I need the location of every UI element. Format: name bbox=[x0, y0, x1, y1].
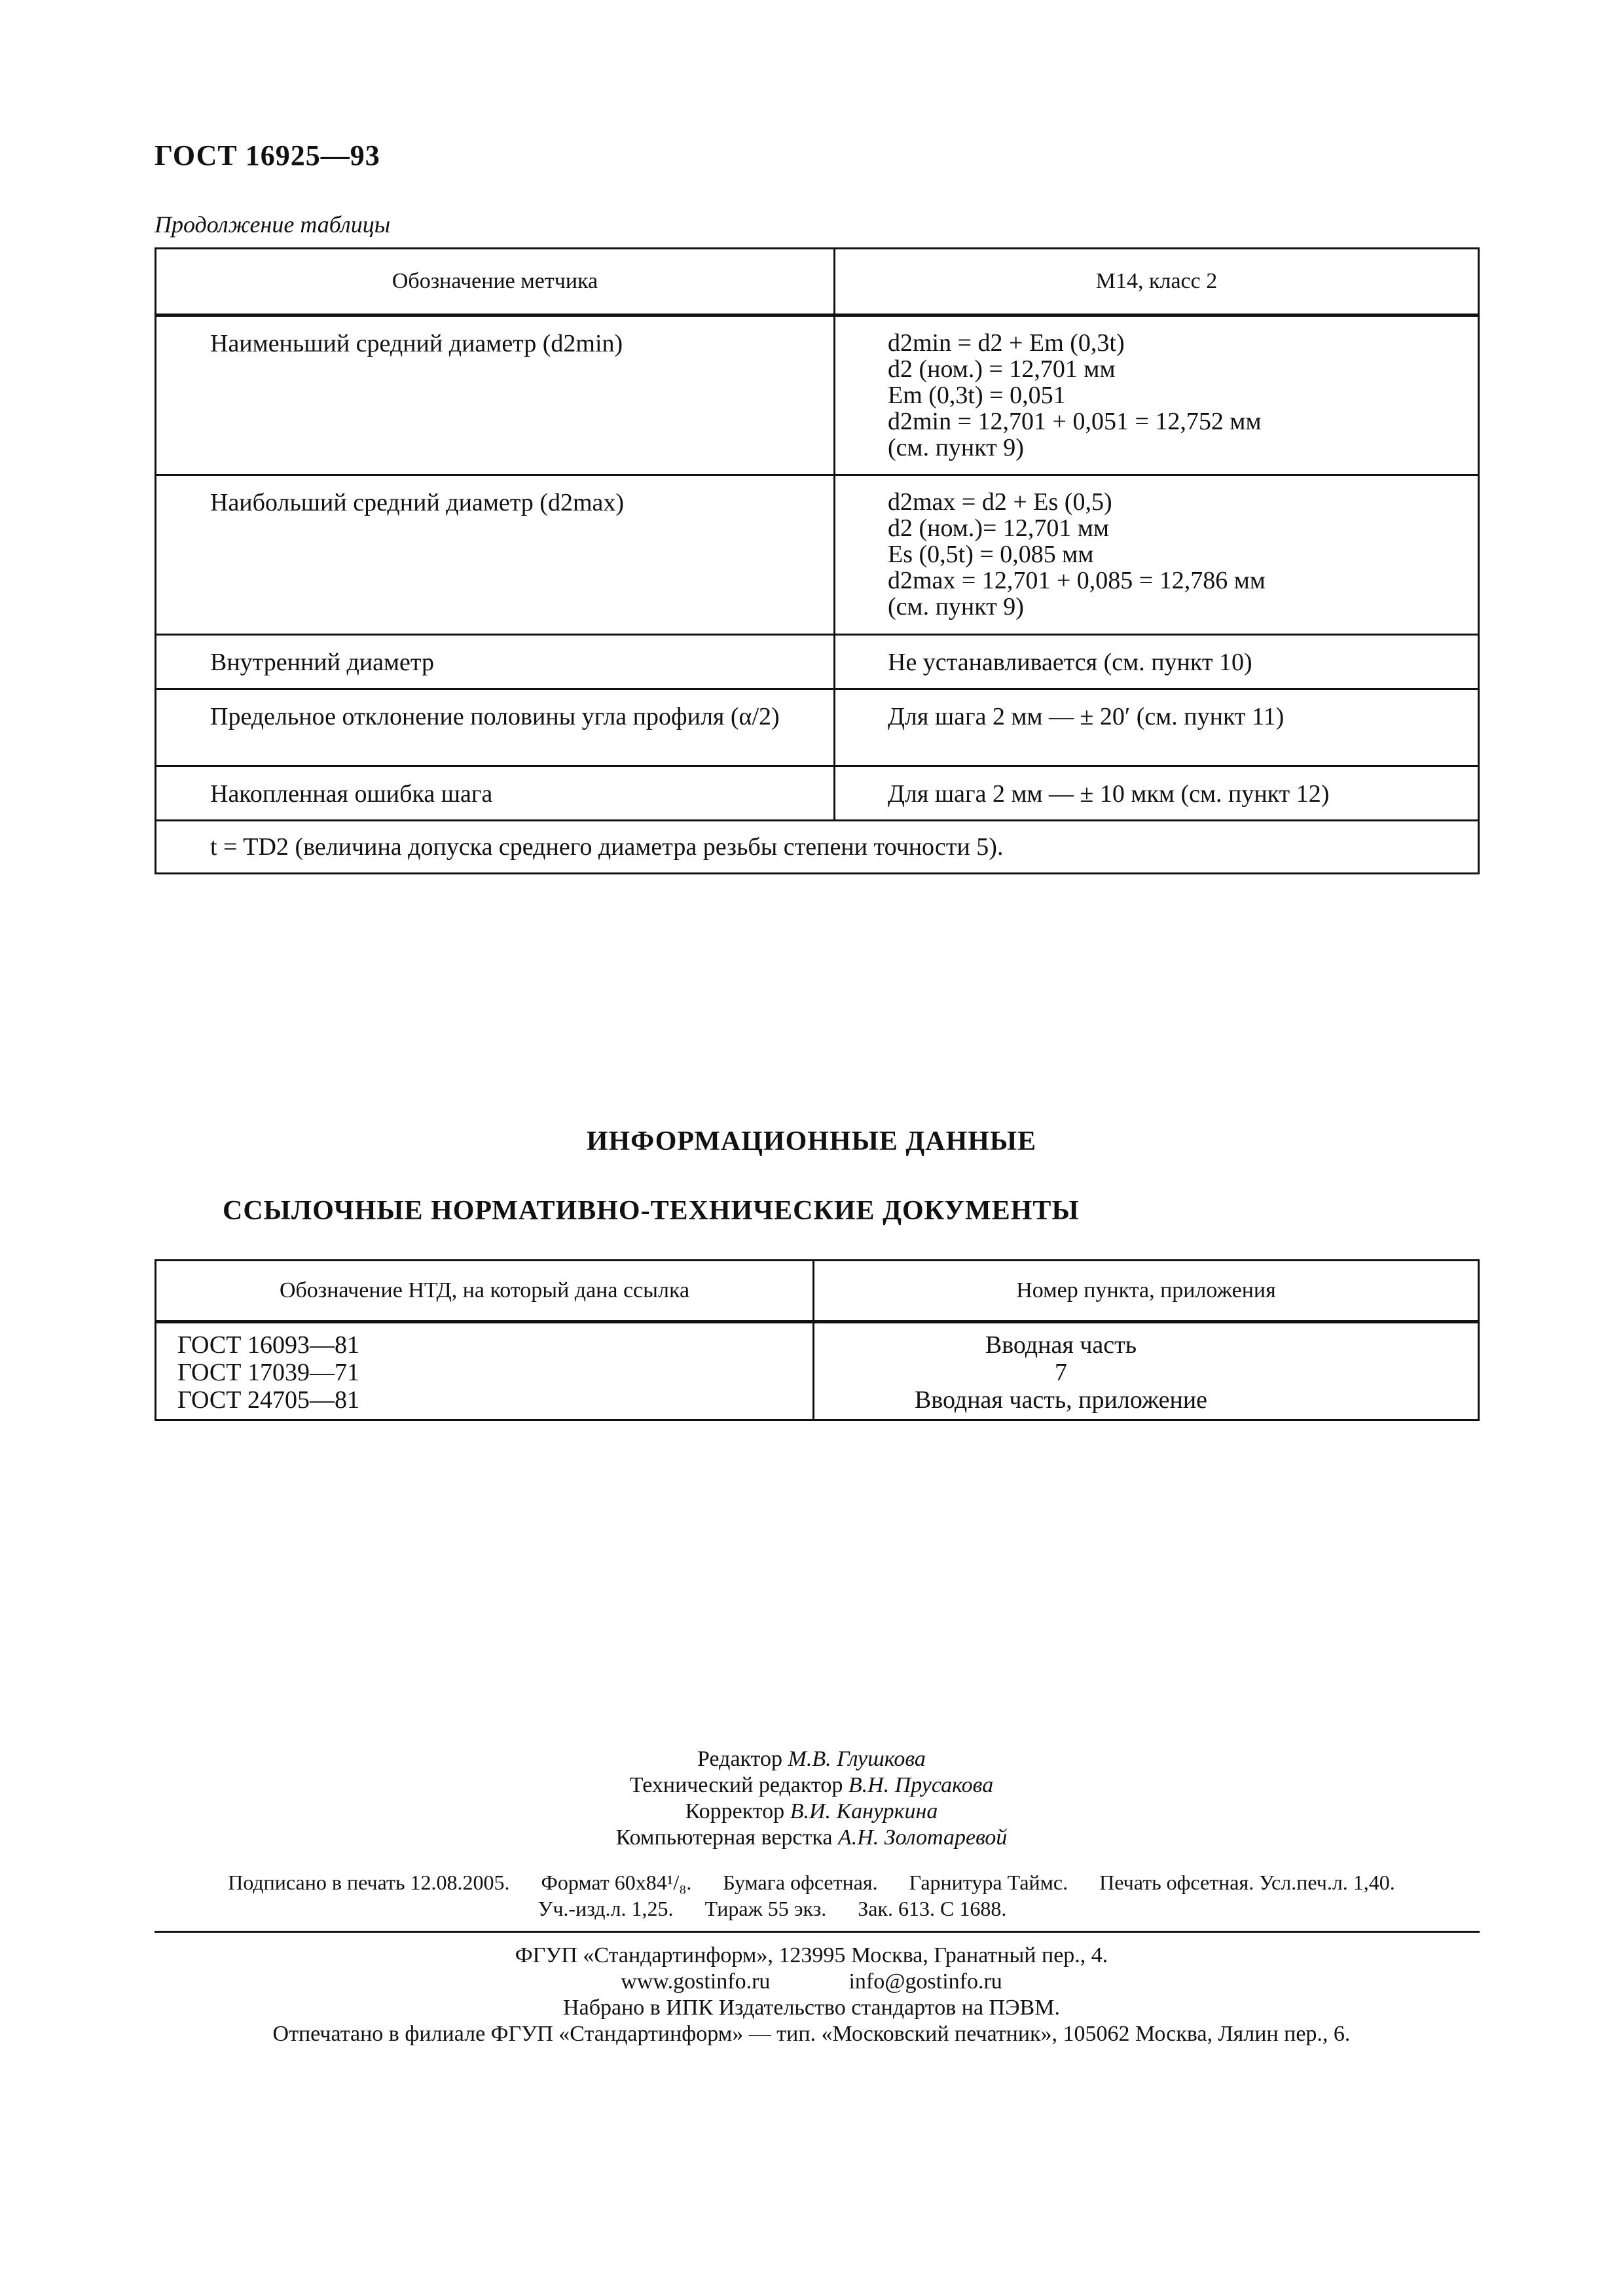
paper: Бумага офсетная. bbox=[723, 1871, 878, 1894]
note-text: t = TD2 (величина допуска среднего диаметра резьбы степени точности 5). bbox=[210, 833, 1004, 861]
doc-ref: ГОСТ 17039—71 bbox=[177, 1359, 359, 1386]
param-name bbox=[156, 475, 835, 635]
table-header-row bbox=[156, 249, 1479, 315]
credit-name: А.Н. Золотаревой bbox=[837, 1825, 1008, 1850]
credit-role: Корректор bbox=[685, 1799, 785, 1823]
credit-role: Компьютерная верстка bbox=[615, 1825, 833, 1850]
credit-name: В.Н. Прусакова bbox=[848, 1773, 994, 1797]
value-line: Для шага 2 мм — ± 20′ (см. пункт 11) bbox=[888, 703, 1285, 730]
document-code: ГОСТ 16925—93 bbox=[155, 139, 380, 171]
value-line: Em (0,3t) = 0,051 bbox=[888, 382, 1066, 409]
order-number: Зак. 613. С 1688. bbox=[858, 1897, 1007, 1920]
credit-role: Редактор bbox=[697, 1747, 783, 1771]
table-row bbox=[156, 475, 1479, 635]
print-method: Печать офсетная. Усл.печ.л. 1,40. bbox=[1099, 1871, 1395, 1894]
value-line: d2min = 12,701 + 0,051 = 12,752 мм bbox=[888, 408, 1262, 435]
credit-line bbox=[0, 1799, 1623, 1825]
credit-name: В.И. Кануркина bbox=[790, 1799, 938, 1823]
table-header-row bbox=[156, 1261, 1479, 1322]
pub-sheets: Уч.-изд.л. 1,25. bbox=[538, 1897, 674, 1920]
param-value bbox=[835, 689, 1479, 766]
param-text: Накопленная ошибка шага bbox=[210, 780, 493, 808]
value-line: d2max = d2 + Es (0,5) bbox=[888, 488, 1112, 516]
param-name bbox=[156, 766, 835, 821]
doc-ref: ГОСТ 16093—81 bbox=[177, 1331, 359, 1359]
credit-name: М.В. Глушкова bbox=[788, 1747, 926, 1771]
column-header-document: Обозначение НТД, на который дана ссылка bbox=[156, 1261, 814, 1322]
typeset-note: Набрано в ИПК Издательство стандартов на ПЭВМ. bbox=[563, 1996, 1060, 2020]
column-header-tap: М14, класс 2 bbox=[835, 249, 1479, 315]
table-row bbox=[156, 635, 1479, 689]
value-line: d2 (ном.) = 12,701 мм bbox=[888, 355, 1116, 383]
value-line: d2min = d2 + Em (0,3t) bbox=[888, 329, 1125, 357]
website-link[interactable]: www.gostinfo.ru bbox=[621, 1969, 771, 1994]
value-line: Для шага 2 мм — ± 10 мкм (см. пункт 12) bbox=[888, 780, 1330, 808]
table-note bbox=[156, 821, 1479, 874]
param-value bbox=[835, 315, 1479, 475]
param-value bbox=[835, 635, 1479, 689]
value-line: d2max = 12,701 + 0,085 = 12,786 мм bbox=[888, 567, 1266, 594]
credit-line bbox=[0, 1746, 1623, 1772]
signed-date: Подписано в печать 12.08.2005. bbox=[228, 1871, 510, 1894]
referenced-docs bbox=[156, 1322, 814, 1420]
table-row bbox=[156, 315, 1479, 475]
print-run: Тираж 55 экз. bbox=[704, 1897, 827, 1920]
value-line: d2 (ном.)= 12,701 мм bbox=[888, 514, 1109, 542]
value-line: (см. пункт 9) bbox=[888, 434, 1024, 461]
param-name bbox=[156, 689, 835, 766]
clause-refs bbox=[814, 1322, 1479, 1420]
print-line bbox=[0, 1895, 1623, 1922]
divider bbox=[155, 1931, 1480, 1933]
info-section-title: ИНФОРМАЦИОННЫЕ ДАННЫЕ bbox=[586, 1126, 1037, 1157]
typeface: Гарнитура Таймс. bbox=[909, 1871, 1068, 1894]
print-line bbox=[0, 1869, 1623, 1895]
publisher-address: ФГУП «Стандартинформ», 123995 Москва, Гранатный пер., 4. bbox=[515, 1943, 1108, 1967]
table-continuation-label: Продолжение таблицы bbox=[155, 211, 391, 238]
printed-note: Отпечатано в филиале ФГУП «Стандартинформ» — тип. «Московский печатник», 105062 Москва, Лялин пер., 6. bbox=[272, 2022, 1351, 2046]
param-text: Наименьший средний диаметр (d2min) bbox=[210, 330, 623, 357]
credit-line bbox=[0, 1772, 1623, 1799]
value-line: Не устанавливается (см. пункт 10) bbox=[888, 649, 1252, 676]
references-section-title: ССЫЛОЧНЫЕ НОРМАТИВНО-ТЕХНИЧЕСКИЕ ДОКУМЕНТЫ bbox=[223, 1196, 1080, 1226]
column-header-designation: Обозначение метчика bbox=[156, 249, 835, 315]
table-row bbox=[156, 766, 1479, 821]
publisher-contacts bbox=[0, 1969, 1623, 1995]
email-link[interactable]: info@gostinfo.ru bbox=[848, 1969, 1002, 1994]
table-row bbox=[156, 1322, 1479, 1420]
doc-ref: ГОСТ 24705—81 bbox=[177, 1386, 359, 1414]
table-note-row bbox=[156, 821, 1479, 874]
param-value bbox=[835, 475, 1479, 635]
print-details bbox=[0, 1869, 1623, 1922]
param-text: Предельное отклонение половины угла профиля (α/2) bbox=[210, 703, 780, 730]
tap-parameters-table bbox=[155, 247, 1480, 874]
credit-role: Технический редактор bbox=[629, 1773, 843, 1797]
credit-line bbox=[0, 1825, 1623, 1851]
param-value bbox=[835, 766, 1479, 821]
column-header-clause: Номер пункта, приложения bbox=[814, 1261, 1479, 1322]
editorial-credits bbox=[0, 1746, 1623, 1851]
param-name bbox=[156, 315, 835, 475]
param-text: Внутренний диаметр bbox=[210, 649, 434, 676]
clause-ref: 7 bbox=[1055, 1359, 1067, 1386]
clause-ref: Вводная часть, приложение bbox=[914, 1386, 1208, 1414]
value-line: Es (0,5t) = 0,085 мм bbox=[888, 541, 1094, 568]
table-row bbox=[156, 689, 1479, 766]
references-table bbox=[155, 1259, 1480, 1421]
param-text: Наибольший средний диаметр (d2max) bbox=[210, 489, 625, 516]
clause-ref: Вводная часть bbox=[985, 1331, 1137, 1359]
value-line: (см. пункт 9) bbox=[888, 593, 1024, 620]
format: Формат 60х84¹/₈. bbox=[541, 1871, 692, 1894]
param-name bbox=[156, 635, 835, 689]
publisher-info bbox=[0, 1943, 1623, 2047]
